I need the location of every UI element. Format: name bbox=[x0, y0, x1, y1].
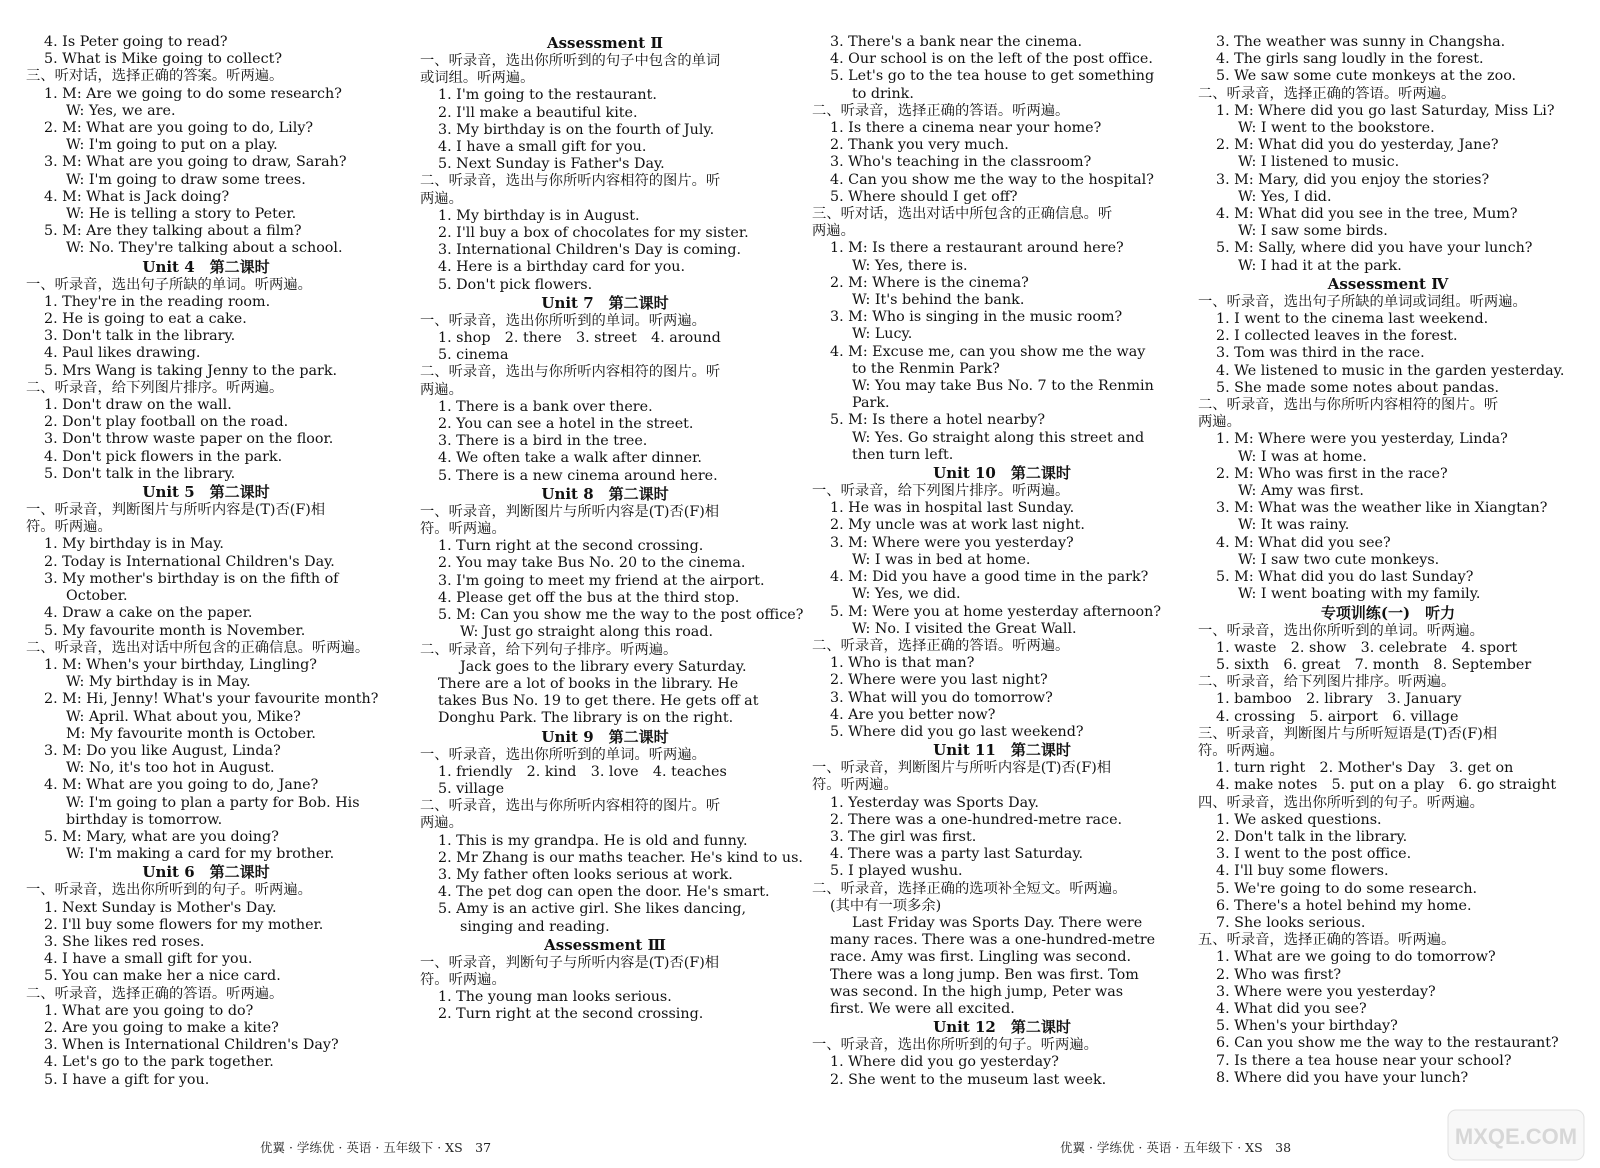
exercise-line: 3. My mother's birthday is on the fifth of bbox=[44, 570, 339, 587]
exercise-line: 4. We often take a walk after dinner. bbox=[438, 450, 702, 467]
exercise-line: 2. M: Hi, Jenny! What's your favourite month? bbox=[44, 691, 379, 708]
exercise-line: 3. My birthday is on the fourth of July. bbox=[438, 121, 715, 138]
exercise-instruction: 五、听录音，选择正确的答语。听两遍。 bbox=[1198, 932, 1456, 949]
exercise-line: 5. Where should I get off? bbox=[830, 188, 1018, 205]
exercise-line: M: My favourite month is October. bbox=[66, 725, 316, 742]
exercise-line: 5. M: Were you at home yesterday afternoon? bbox=[830, 603, 1162, 620]
exercise-line: W: I saw two cute monkeys. bbox=[1238, 551, 1440, 568]
exercise-instruction: 符。听两遍。 bbox=[420, 521, 506, 538]
exercise-instruction: 二、听录音，选出与你所听内容相符的图片。听 bbox=[420, 364, 721, 381]
exercise-instruction: 三、听对话，选出对话中所包含的正确信息。听 bbox=[812, 206, 1113, 223]
exercise-line: 1. waste 2. show 3. celebrate 4. sport bbox=[1216, 639, 1518, 656]
exercise-line: W: You may take Bus No. 7 to the Renmin bbox=[852, 378, 1154, 395]
exercise-line: There are a lot of books in the library. He bbox=[438, 675, 739, 692]
exercise-line: 1. shop 2. there 3. street 4. around bbox=[438, 330, 721, 347]
exercise-line: to the Renmin Park? bbox=[852, 360, 1000, 377]
exercise-line: 6. There's a hotel behind my home. bbox=[1216, 897, 1472, 914]
exercise-instruction: 二、听录音，选择正确的选项补全短文。听两遍。 bbox=[812, 880, 1127, 897]
exercise-line: 1. We asked questions. bbox=[1216, 811, 1382, 828]
exercise-line: 3. Don't throw waste paper on the floor. bbox=[44, 431, 334, 448]
exercise-line: 1. This is my grandpa. He is old and funny. bbox=[438, 832, 748, 849]
exercise-line: 2. I'll buy some flowers for my mother. bbox=[44, 916, 324, 933]
exercise-line: 3. When is International Children's Day? bbox=[44, 1037, 339, 1054]
exercise-line: 7. She looks serious. bbox=[1216, 914, 1366, 931]
exercise-line: 1. Turn right at the second crossing. bbox=[438, 538, 704, 555]
watermark-logo bbox=[1446, 1108, 1586, 1162]
exercise-instruction: 三、听对话，选择正确的答案。听两遍。 bbox=[26, 68, 284, 85]
exercise-line: 4. crossing 5. airport 6. village bbox=[1216, 708, 1459, 725]
exercise-line: W: I'm making a card for my brother. bbox=[66, 846, 335, 863]
section-heading: Unit 5 第二课时 bbox=[142, 483, 270, 502]
exercise-line: 2. You may take Bus No. 20 to the cinema. bbox=[438, 555, 746, 572]
exercise-line: 2. Where were you last night? bbox=[830, 672, 1048, 689]
exercise-line: 1. Who is that man? bbox=[830, 655, 975, 672]
exercise-line: (其中有一项多余) bbox=[830, 897, 942, 914]
exercise-line: 3. There's a bank near the cinema. bbox=[830, 34, 1083, 50]
exercise-line: 1. M: Is there a restaurant around here? bbox=[830, 240, 1124, 257]
exercise-line: 1. Next Sunday is Mother's Day. bbox=[44, 899, 277, 916]
exercise-line: 3. I went to the post office. bbox=[1216, 846, 1412, 863]
exercise-line: 3. M: What are you going to draw, Sarah? bbox=[44, 154, 347, 171]
section-heading: Unit 4 第二课时 bbox=[142, 257, 270, 276]
exercise-line: 1. M: Where were you yesterday, Linda? bbox=[1216, 431, 1508, 448]
exercise-line: 2. Thank you very much. bbox=[830, 137, 1009, 154]
exercise-line: 1. What are you going to do? bbox=[44, 1002, 254, 1019]
exercise-line: 4. M: What is Jack doing? bbox=[44, 188, 230, 205]
exercise-line: 5. M: What did you do last Sunday? bbox=[1216, 569, 1474, 586]
exercise-line: W: I'm going to draw some trees. bbox=[66, 171, 306, 188]
exercise-line: 5. M: Mary, what are you doing? bbox=[44, 828, 279, 845]
exercise-line: W: I went to the bookstore. bbox=[1238, 120, 1435, 137]
exercise-line: 5. Let's go to the tea house to get something bbox=[830, 68, 1155, 85]
exercise-line: 1. My birthday is in May. bbox=[44, 536, 224, 553]
exercise-line: 5. There is a new cinema around here. bbox=[438, 467, 718, 484]
exercise-line: 1. Yesterday was Sports Day. bbox=[830, 794, 1039, 811]
exercise-line: 3. The weather was sunny in Changsha. bbox=[1216, 34, 1506, 50]
section-heading: 专项训练(一) 听力 bbox=[1320, 603, 1456, 622]
exercise-line: was second. In the high jump, Peter was bbox=[830, 983, 1124, 1000]
exercise-instruction: 符。听两遍。 bbox=[812, 777, 898, 794]
exercise-line: 5. M: Is there a hotel nearby? bbox=[830, 412, 1046, 429]
exercise-instruction: 四、听录音，选出你所听到的句子。听两遍。 bbox=[1198, 794, 1484, 811]
exercise-line: 4. M: Did you have a good time in the park? bbox=[830, 569, 1149, 586]
exercise-line: 3. International Children's Day is coming. bbox=[438, 242, 742, 259]
page-footer-left: 优翼 · 学练优 · 英语 · 五年级下 · XS 37 bbox=[260, 1140, 492, 1155]
exercise-instruction: 一、听录音，选出你所听到的句子。听两遍。 bbox=[26, 882, 312, 899]
exercise-line: 2. M: What are you going to do, Lily? bbox=[44, 120, 314, 137]
exercise-line: W: He is telling a story to Peter. bbox=[66, 206, 297, 223]
exercise-instruction: 一、听录音，选出你所听到的单词。听两遍。 bbox=[420, 312, 706, 329]
exercise-line: 2. There was a one-hundred-metre race. bbox=[830, 811, 1123, 828]
exercise-line: 1. friendly 2. kind 3. love 4. teaches bbox=[438, 763, 727, 780]
exercise-line: 5. Mrs Wang is taking Jenny to the park. bbox=[44, 362, 338, 379]
exercise-line: 3. She likes red roses. bbox=[44, 933, 205, 950]
exercise-line: 1. Don't draw on the wall. bbox=[44, 397, 232, 414]
exercise-instruction: 二、听录音，选择正确的答语。听两遍。 bbox=[812, 637, 1070, 654]
exercise-instruction: 二、听录音，选出对话中所包含的正确信息。听两遍。 bbox=[26, 639, 370, 656]
exercise-line: then turn left. bbox=[852, 446, 954, 463]
exercise-line: Jack goes to the library every Saturday. bbox=[460, 658, 747, 675]
exercise-line: 3. What will you do tomorrow? bbox=[830, 689, 1053, 706]
section-heading: Unit 9 第二课时 bbox=[541, 727, 669, 746]
exercise-line: 7. Is there a tea house near your school? bbox=[1216, 1052, 1512, 1069]
exercise-line: 1. M: Are we going to do some research? bbox=[44, 85, 342, 102]
exercise-instruction: 二、听录音，选出与你所听内容相符的图片。听 bbox=[1198, 397, 1499, 414]
exercise-line: 2. I collected leaves in the forest. bbox=[1216, 328, 1458, 345]
exercise-line: W: April. What about you, Mike? bbox=[66, 708, 301, 725]
exercise-line: many races. There was a one-hundred-metre bbox=[830, 932, 1156, 949]
exercise-line: 2. Don't talk in the library. bbox=[1216, 828, 1408, 845]
exercise-line: race. Amy was first. Lingling was second. bbox=[830, 949, 1132, 966]
exercise-line: 2. Mr Zhang is our maths teacher. He's kind to us. bbox=[438, 849, 803, 866]
exercise-line: 2. Who was first? bbox=[1216, 966, 1342, 983]
exercise-instruction: 二、听录音，选择正确的答语。听两遍。 bbox=[812, 102, 1070, 119]
section-heading: Unit 8 第二课时 bbox=[541, 484, 669, 503]
exercise-line: 3. Where were you yesterday? bbox=[1216, 983, 1436, 1000]
exercise-line: 4. What did you see? bbox=[1216, 1000, 1367, 1017]
exercise-line: 4. Our school is on the left of the post office. bbox=[830, 51, 1153, 68]
exercise-line: W: No, it's too hot in August. bbox=[66, 760, 275, 777]
exercise-line: 1. Is there a cinema near your home? bbox=[830, 120, 1102, 137]
exercise-line: 1. M: When's your birthday, Lingling? bbox=[44, 656, 317, 673]
exercise-line: W: I listened to music. bbox=[1238, 154, 1400, 171]
exercise-line: W: No. I visited the Great Wall. bbox=[852, 620, 1077, 637]
exercise-line: 5. Don't pick flowers. bbox=[438, 276, 593, 293]
exercise-line: 1. turn right 2. Mother's Day 3. get on bbox=[1216, 760, 1514, 777]
page-column-4 bbox=[1198, 34, 1578, 1087]
exercise-line: 2. M: What did you do yesterday, Jane? bbox=[1216, 137, 1499, 154]
exercise-instruction: 一、听录音，选出你所听到的单词。听两遍。 bbox=[420, 746, 706, 763]
exercise-line: 5. village bbox=[438, 780, 505, 797]
exercise-line: singing and reading. bbox=[460, 918, 610, 935]
exercise-line: 4. Draw a cake on the paper. bbox=[44, 605, 253, 622]
exercise-line: W: I went boating with my family. bbox=[1238, 586, 1481, 603]
exercise-instruction: 一、听录音，选出你所听到的句子中包含的单词 bbox=[420, 53, 721, 69]
exercise-line: W: I'm going to put on a play. bbox=[66, 137, 278, 154]
exercise-line: W: My birthday is in May. bbox=[66, 674, 251, 691]
exercise-instruction: 二、听录音，给下列图片排序。听两遍。 bbox=[1198, 674, 1456, 691]
exercise-line: 5. I have a gift for you. bbox=[44, 1071, 210, 1088]
exercise-line: 2. She went to the museum last week. bbox=[830, 1071, 1107, 1088]
exercise-line: 3. Who's teaching in the classroom? bbox=[830, 154, 1092, 171]
exercise-line: 1. Where did you go yesterday? bbox=[830, 1054, 1059, 1071]
page-column-3 bbox=[812, 34, 1192, 1089]
exercise-line: 2. Today is International Children's Day. bbox=[44, 553, 335, 570]
exercise-line: W: I'm going to plan a party for Bob. His bbox=[66, 794, 360, 811]
svg-text:MXQE.COM: MXQE.COM bbox=[1454, 1124, 1578, 1149]
exercise-instruction: 一、听录音，选出句子所缺的单词或词组。听两遍。 bbox=[1198, 293, 1527, 310]
exercise-line: 5. We're going to do some research. bbox=[1216, 880, 1478, 897]
exercise-line: 3. M: Who is singing in the music room? bbox=[830, 309, 1123, 326]
exercise-instruction: 符。听两遍。 bbox=[1198, 742, 1284, 759]
exercise-line: 5. I played wushu. bbox=[830, 863, 963, 880]
exercise-line: 1. What are we going to do tomorrow? bbox=[1216, 949, 1496, 966]
exercise-instruction: 一、听录音，选出你所听到的句子。听两遍。 bbox=[812, 1037, 1098, 1054]
exercise-line: 5. What is Mike going to collect? bbox=[44, 51, 283, 68]
exercise-line: 3. M: Do you like August, Linda? bbox=[44, 742, 281, 759]
exercise-line: 5. Don't talk in the library. bbox=[44, 465, 236, 482]
exercise-instruction: 三、听录音，判断图片与所听短语是(T)否(F)相 bbox=[1198, 725, 1498, 742]
exercise-line: 4. There was a party last Saturday. bbox=[830, 846, 1084, 863]
exercise-line: 2. M: Where is the cinema? bbox=[830, 274, 1029, 291]
section-heading: Assessment Ⅳ bbox=[1327, 274, 1449, 293]
exercise-line: W: It's behind the bank. bbox=[852, 292, 1025, 309]
exercise-line: 1. I'm going to the restaurant. bbox=[438, 87, 657, 104]
exercise-line: 1. bamboo 2. library 3. January bbox=[1216, 691, 1462, 708]
exercise-line: 4. We listened to music in the garden yesterday. bbox=[1216, 362, 1565, 379]
exercise-line: 4. I'll buy some flowers. bbox=[1216, 863, 1389, 880]
exercise-line: 2. He is going to eat a cake. bbox=[44, 311, 247, 328]
exercise-instruction: 两遍。 bbox=[812, 223, 855, 240]
exercise-line: 5. sixth 6. great 7. month 8. September bbox=[1216, 656, 1532, 673]
exercise-line: 5. My favourite month is November. bbox=[44, 622, 306, 639]
exercise-line: 5. Next Sunday is Father's Day. bbox=[438, 156, 665, 173]
exercise-line: 5. You can make her a nice card. bbox=[44, 968, 281, 985]
exercise-line: 2. My uncle was at work last night. bbox=[830, 517, 1085, 534]
exercise-line: W: I was in bed at home. bbox=[852, 551, 1031, 568]
page-column-1 bbox=[26, 34, 386, 1089]
exercise-line: 5. M: Are they talking about a film? bbox=[44, 223, 302, 240]
exercise-line: 4. Is Peter going to read? bbox=[44, 34, 228, 50]
exercise-line: 4. M: Excuse me, can you show me the way bbox=[830, 343, 1146, 360]
exercise-line: There was a long jump. Ben was first. Tom bbox=[830, 966, 1139, 983]
exercise-instruction: 二、听录音，选择正确的答语。听两遍。 bbox=[26, 985, 284, 1002]
exercise-line: 5. We saw some cute monkeys at the zoo. bbox=[1216, 68, 1517, 85]
exercise-line: 4. Paul likes drawing. bbox=[44, 345, 201, 362]
exercise-line: W: Yes. Go straight along this street and bbox=[852, 429, 1145, 446]
exercise-line: 2. M: Who was first in the race? bbox=[1216, 465, 1448, 482]
exercise-line: 5. M: Can you show me the way to the post office? bbox=[438, 607, 804, 624]
exercise-line: 3. The girl was first. bbox=[830, 828, 977, 845]
section-heading: Unit 6 第二课时 bbox=[142, 863, 270, 882]
exercise-line: 4. Let's go to the park together. bbox=[44, 1054, 274, 1071]
exercise-line: 4. The pet dog can open the door. He's smart. bbox=[438, 884, 770, 901]
exercise-line: 3. My father often looks serious at work. bbox=[438, 866, 733, 883]
exercise-line: Last Friday was Sports Day. There were bbox=[852, 914, 1143, 931]
exercise-instruction: 两遍。 bbox=[420, 381, 463, 398]
exercise-instruction: 一、听录音，判断图片与所听内容是(T)否(F)相 bbox=[26, 502, 326, 519]
exercise-line: 8. Where did you have your lunch? bbox=[1216, 1069, 1469, 1086]
exercise-line: Donghu Park. The library is on the right. bbox=[438, 710, 734, 727]
exercise-line: 1. He was in hospital last Sunday. bbox=[830, 500, 1075, 517]
exercise-instruction: 两遍。 bbox=[1198, 414, 1241, 431]
exercise-line: 5. M: Sally, where did you have your lunch? bbox=[1216, 240, 1533, 257]
exercise-line: 3. M: What was the weather like in Xiangtan? bbox=[1216, 500, 1548, 517]
exercise-line: 1. M: Where did you go last Saturday, Miss Li? bbox=[1216, 102, 1555, 119]
exercise-line: 4. Here is a birthday card for you. bbox=[438, 259, 686, 276]
exercise-line: 5. She made some notes about pandas. bbox=[1216, 379, 1500, 396]
exercise-instruction: 一、听录音，给下列图片排序。听两遍。 bbox=[812, 483, 1070, 500]
exercise-line: W: Yes, there is. bbox=[852, 257, 968, 274]
exercise-line: Park. bbox=[852, 395, 890, 412]
exercise-line: W: I had it at the park. bbox=[1238, 257, 1402, 274]
exercise-line: 1. They're in the reading room. bbox=[44, 293, 271, 310]
exercise-instruction: 一、听录音，判断图片与所听内容是(T)否(F)相 bbox=[812, 760, 1112, 777]
exercise-line: 4. I have a small gift for you. bbox=[438, 139, 647, 156]
exercise-instruction: 一、听录音，判断句子与所听内容是(T)否(F)相 bbox=[420, 954, 720, 971]
exercise-line: W: No. They're talking about a school. bbox=[66, 240, 343, 257]
exercise-line: 1. There is a bank over there. bbox=[438, 398, 653, 415]
exercise-line: 4. M: What did you see in the tree, Mum? bbox=[1216, 206, 1518, 223]
exercise-line: 1. I went to the cinema last weekend. bbox=[1216, 311, 1489, 328]
exercise-line: to drink. bbox=[852, 85, 914, 102]
exercise-line: 2. Turn right at the second crossing. bbox=[438, 1006, 704, 1023]
section-heading: Unit 12 第二课时 bbox=[933, 1018, 1071, 1037]
exercise-line: W: It was rainy. bbox=[1238, 517, 1350, 534]
exercise-line: 4. M: What are you going to do, Jane? bbox=[44, 777, 319, 794]
exercise-instruction: 二、听录音，给下列图片排序。听两遍。 bbox=[26, 379, 284, 396]
exercise-line: 4. Please get off the bus at the third stop. bbox=[438, 589, 740, 606]
exercise-line: 2. I'll buy a box of chocolates for my sister. bbox=[438, 225, 749, 242]
exercise-instruction: 两遍。 bbox=[420, 190, 463, 207]
exercise-instruction: 一、听录音，选出句子所缺的单词。听两遍。 bbox=[26, 276, 312, 293]
exercise-line: 4. Don't pick flowers in the park. bbox=[44, 448, 283, 465]
exercise-line: 3. There is a bird in the tree. bbox=[438, 433, 648, 450]
exercise-line: 1. My birthday is in August. bbox=[438, 207, 640, 224]
exercise-instruction: 或词组。听两遍。 bbox=[420, 70, 535, 87]
exercise-line: 2. Are you going to make a kite? bbox=[44, 1019, 279, 1036]
exercise-instruction: 二、听录音，给下列句子排序。听两遍。 bbox=[420, 641, 678, 658]
section-heading: Assessment Ⅲ bbox=[544, 935, 666, 954]
exercise-line: 4. make notes 5. put on a play 6. go straight bbox=[1216, 777, 1557, 794]
exercise-line: 2. You can see a hotel in the street. bbox=[438, 416, 694, 433]
exercise-line: W: Just go straight along this road. bbox=[460, 624, 714, 641]
exercise-instruction: 一、听录音，判断图片与所听内容是(T)否(F)相 bbox=[420, 503, 720, 520]
exercise-instruction: 符。听两遍。 bbox=[420, 971, 506, 988]
exercise-instruction: 二、听录音，选出与你所听内容相符的图片。听 bbox=[420, 173, 721, 190]
exercise-instruction: 二、听录音，选择正确的答语。听两遍。 bbox=[1198, 85, 1456, 102]
exercise-line: 2. I'll make a beautiful kite. bbox=[438, 104, 638, 121]
exercise-line: 5. Where did you go last weekend? bbox=[830, 723, 1084, 740]
exercise-line: 3. I'm going to meet my friend at the airport. bbox=[438, 572, 765, 589]
exercise-line: first. We were all excited. bbox=[830, 1000, 1015, 1017]
exercise-line: W: Yes, we are. bbox=[66, 102, 176, 119]
exercise-line: 5. cinema bbox=[438, 347, 509, 364]
section-heading: Unit 10 第二课时 bbox=[933, 464, 1071, 483]
exercise-line: October. bbox=[66, 588, 128, 605]
section-heading: Unit 7 第二课时 bbox=[541, 293, 669, 312]
exercise-line: 4. Can you show me the way to the hospital? bbox=[830, 171, 1154, 188]
exercise-line: W: I saw some birds. bbox=[1238, 223, 1388, 240]
exercise-instruction: 二、听录音，选出与你所听内容相符的图片。听 bbox=[420, 798, 721, 815]
exercise-line: W: I was at home. bbox=[1238, 448, 1367, 465]
page-footer-right: 优翼 · 学练优 · 英语 · 五年级下 · XS 38 bbox=[1060, 1140, 1292, 1155]
exercise-line: 3. M: Where were you yesterday? bbox=[830, 534, 1074, 551]
exercise-line: 4. M: What did you see? bbox=[1216, 534, 1391, 551]
exercise-instruction: 一、听录音，选出你所听到的单词。听两遍。 bbox=[1198, 622, 1484, 639]
exercise-line: 5. When's your birthday? bbox=[1216, 1018, 1398, 1035]
exercise-instruction: 符。听两遍。 bbox=[26, 519, 112, 536]
exercise-line: W: Lucy. bbox=[852, 326, 913, 343]
exercise-line: 3. Tom was third in the race. bbox=[1216, 345, 1425, 362]
exercise-line: W: Amy was first. bbox=[1238, 483, 1364, 500]
section-heading: Assessment Ⅱ bbox=[546, 34, 664, 52]
exercise-line: takes Bus No. 19 to get there. He gets off at bbox=[438, 693, 759, 710]
exercise-line: 4. I have a small gift for you. bbox=[44, 951, 253, 968]
exercise-line: W: Yes, we did. bbox=[852, 586, 961, 603]
exercise-line: 3. M: Mary, did you enjoy the stories? bbox=[1216, 171, 1490, 188]
exercise-line: 5. Amy is an active girl. She likes dancing, bbox=[438, 901, 747, 918]
exercise-line: 4. The girls sang loudly in the forest. bbox=[1216, 51, 1484, 68]
exercise-line: 4. Are you better now? bbox=[830, 706, 996, 723]
exercise-line: 1. The young man looks serious. bbox=[438, 989, 672, 1006]
exercise-line: 3. Don't talk in the library. bbox=[44, 328, 236, 345]
exercise-instruction: 两遍。 bbox=[420, 815, 463, 832]
page-column-2 bbox=[420, 34, 804, 1024]
exercise-line: 2. Don't play football on the road. bbox=[44, 414, 289, 431]
exercise-line: birthday is tomorrow. bbox=[66, 811, 223, 828]
exercise-line: W: Yes, I did. bbox=[1238, 188, 1332, 205]
section-heading: Unit 11 第二课时 bbox=[933, 741, 1071, 760]
exercise-line: 6. Can you show me the way to the restaurant? bbox=[1216, 1035, 1559, 1052]
